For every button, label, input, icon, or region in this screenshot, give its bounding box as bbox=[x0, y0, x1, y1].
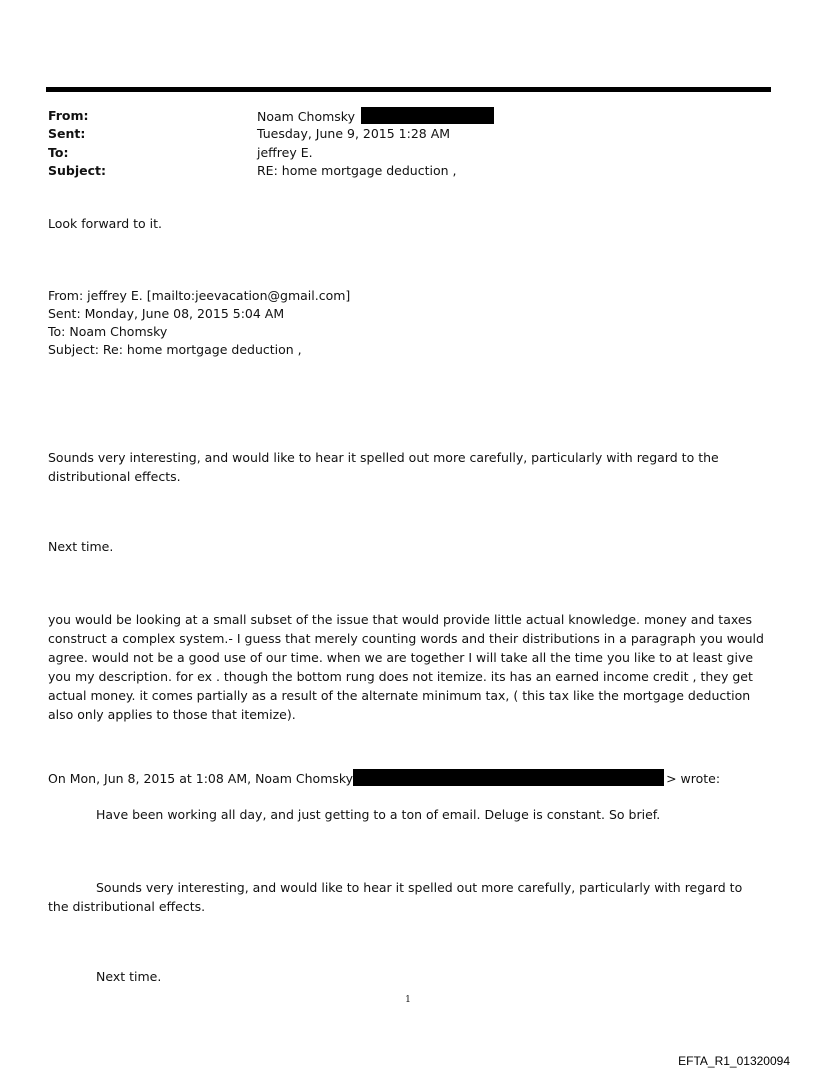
redaction-box bbox=[353, 769, 664, 786]
attribution-prefix: On Mon, Jun 8, 2015 at 1:08 AM, Noam Chomsky bbox=[48, 771, 354, 786]
forwarded-sent-line: Sent: Monday, June 08, 2015 5:04 AM bbox=[48, 306, 285, 321]
attribution-line bbox=[48, 769, 720, 789]
from-label: From: bbox=[48, 108, 89, 123]
sent-value: Tuesday, June 9, 2015 1:28 AM bbox=[257, 126, 451, 141]
sent-label: Sent: bbox=[48, 126, 86, 141]
forwarded-to-line: To: Noam Chomsky bbox=[48, 324, 168, 339]
subject-label: Subject: bbox=[48, 163, 106, 178]
next-time-text: Next time. bbox=[48, 539, 114, 554]
quoted-paragraph-2: Sounds very interesting, and would like to hear it spelled out more carefully, particularly with regard to the distributional effects. bbox=[48, 880, 743, 914]
to-label: To: bbox=[48, 145, 69, 160]
quoted-line-3: Next time. bbox=[96, 969, 162, 984]
quoted-line-1: Have been working all day, and just getting to a ton of email. Deluge is constant. So brief. bbox=[96, 807, 661, 822]
page-number: 1 bbox=[405, 995, 411, 1005]
header-divider-rule bbox=[46, 87, 771, 92]
from-value bbox=[257, 107, 494, 126]
forwarded-from-line: From: jeffrey E. [mailto:jeevacation@gmail.com] bbox=[48, 288, 351, 303]
reply-body: Look forward to it. bbox=[48, 216, 163, 231]
document-id: EFTA_R1_01320094 bbox=[678, 1054, 790, 1068]
redaction-box bbox=[361, 107, 494, 124]
to-value: jeffrey E. bbox=[257, 145, 313, 160]
attribution-suffix: > wrote: bbox=[666, 771, 721, 786]
subject-value: RE: home mortgage deduction , bbox=[257, 163, 457, 178]
quoted-paragraph: Sounds very interesting, and would like to hear it spelled out more carefully, particularly with regard to the distributional effects. bbox=[48, 450, 719, 484]
from-name: Noam Chomsky bbox=[257, 109, 355, 124]
forwarded-subject-line: Subject: Re: home mortgage deduction , bbox=[48, 342, 302, 357]
response-paragraph: you would be looking at a small subset of the issue that would provide little actual knowledge. money and taxes construct a complex system.- I guess that merely counting words and their distributions in a paragraph you would agree. would not be a good use of our time. when we are together I will take all the time you like to at least give you my description. for ex . though the bottom rung does not itemize. its has an earned income credit , they get actual money. it comes partially as a result of the alternate minimum tax, ( this tax like the mortgage deduction also only applies to those that itemize). bbox=[48, 612, 764, 722]
